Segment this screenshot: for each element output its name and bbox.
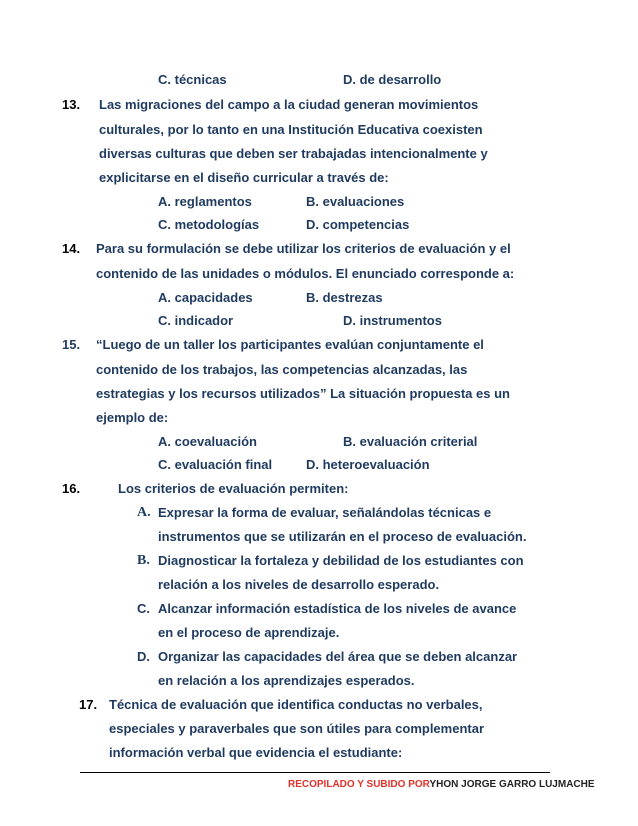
q16-option-a-line: Expresar la forma de evaluar, señalándolas técnicas e — [158, 505, 492, 520]
footer-credit: RECOPILADO Y SUBIDO POR — [288, 779, 430, 790]
q13-option-b: B. evaluaciones — [306, 194, 405, 209]
q16-option-a-line: instrumentos que se utilizarán en el proceso de evaluación. — [158, 529, 527, 544]
q15-number: 15. — [62, 337, 81, 352]
q15-stem-line: contenido de los trabajos, las competencias alcanzadas, las — [96, 362, 468, 377]
q13-option-a: A. reglamentos — [158, 194, 252, 209]
q12-option-c: C. técnicas — [158, 72, 227, 87]
q16-option-c-line: Alcanzar información estadística de los niveles de avance — [158, 601, 517, 616]
q17-stem-line: Técnica de evaluación que identifica conductas no verbales, — [109, 697, 483, 712]
q15-stem-line: estrategias y los recursos utilizados” La situación propuesta es un — [96, 386, 510, 401]
q14-option-c: C. indicador — [158, 313, 234, 328]
footer-divider — [80, 772, 550, 773]
q15-option-c: C. evaluación final — [158, 457, 273, 472]
q14-stem-line: contenido de las unidades o módulos. El enunciado corresponde a: — [96, 266, 515, 281]
q15-option-a: A. coevaluación — [158, 434, 257, 449]
q17-stem-line: información verbal que evidencia el estudiante: — [109, 745, 403, 760]
q16-option-b-letter: B. — [137, 553, 150, 568]
q16-number: 16. — [62, 481, 81, 496]
q17-number: 17. — [79, 697, 98, 712]
q13-stem-line: explicitarse en el diseño curricular a través de: — [99, 170, 389, 185]
q16-option-c-line: en el proceso de aprendizaje. — [158, 625, 340, 640]
q16-option-c-letter: C. — [137, 601, 150, 616]
q16-option-b-line: relación a los niveles de desarrollo esperado. — [158, 577, 440, 592]
q17-stem-line: especiales y paraverbales que son útiles para complementar — [109, 721, 485, 736]
q13-option-d: D. competencias — [306, 217, 410, 232]
q14-option-a: A. capacidades — [158, 290, 253, 305]
q16-stem: Los criterios de evaluación permiten: — [118, 481, 349, 496]
q16-option-d-letter: D. — [137, 649, 150, 664]
q13-stem-line: diversas culturas que deben ser trabajadas intencionalmente y — [99, 146, 488, 161]
q15-option-b: B. evaluación criterial — [343, 434, 478, 449]
footer — [288, 779, 595, 790]
footer-author: YHON JORGE GARRO LUJMACHE — [429, 779, 595, 790]
q15-stem-line: “Luego de un taller los participantes evalúan conjuntamente el — [96, 337, 484, 352]
q14-stem-line: Para su formulación se debe utilizar los criterios de evaluación y el — [96, 241, 511, 256]
q12-option-d: D. de desarrollo — [343, 72, 442, 87]
q16-option-b-line: Diagnosticar la fortaleza y debilidad de los estudiantes con — [158, 553, 524, 568]
q14-option-b: B. destrezas — [306, 290, 383, 305]
q16-option-d-line: en relación a los aprendizajes esperados. — [158, 673, 415, 688]
q13-number: 13. — [62, 97, 81, 112]
q13-stem-line: Las migraciones del campo a la ciudad generan movimientos — [99, 97, 479, 112]
q16-option-d-line: Organizar las capacidades del área que se deben alcanzar — [158, 649, 518, 664]
q15-option-d: D. heteroevaluación — [306, 457, 430, 472]
q13-option-c: C. metodologías — [158, 217, 260, 232]
q15-stem-line: ejemplo de: — [96, 410, 169, 425]
q14-number: 14. — [62, 241, 81, 256]
q13-stem-line: culturales, por lo tanto en una Institución Educativa coexisten — [99, 122, 483, 137]
q14-option-d: D. instrumentos — [343, 313, 442, 328]
q16-option-a-letter: A. — [137, 505, 151, 520]
